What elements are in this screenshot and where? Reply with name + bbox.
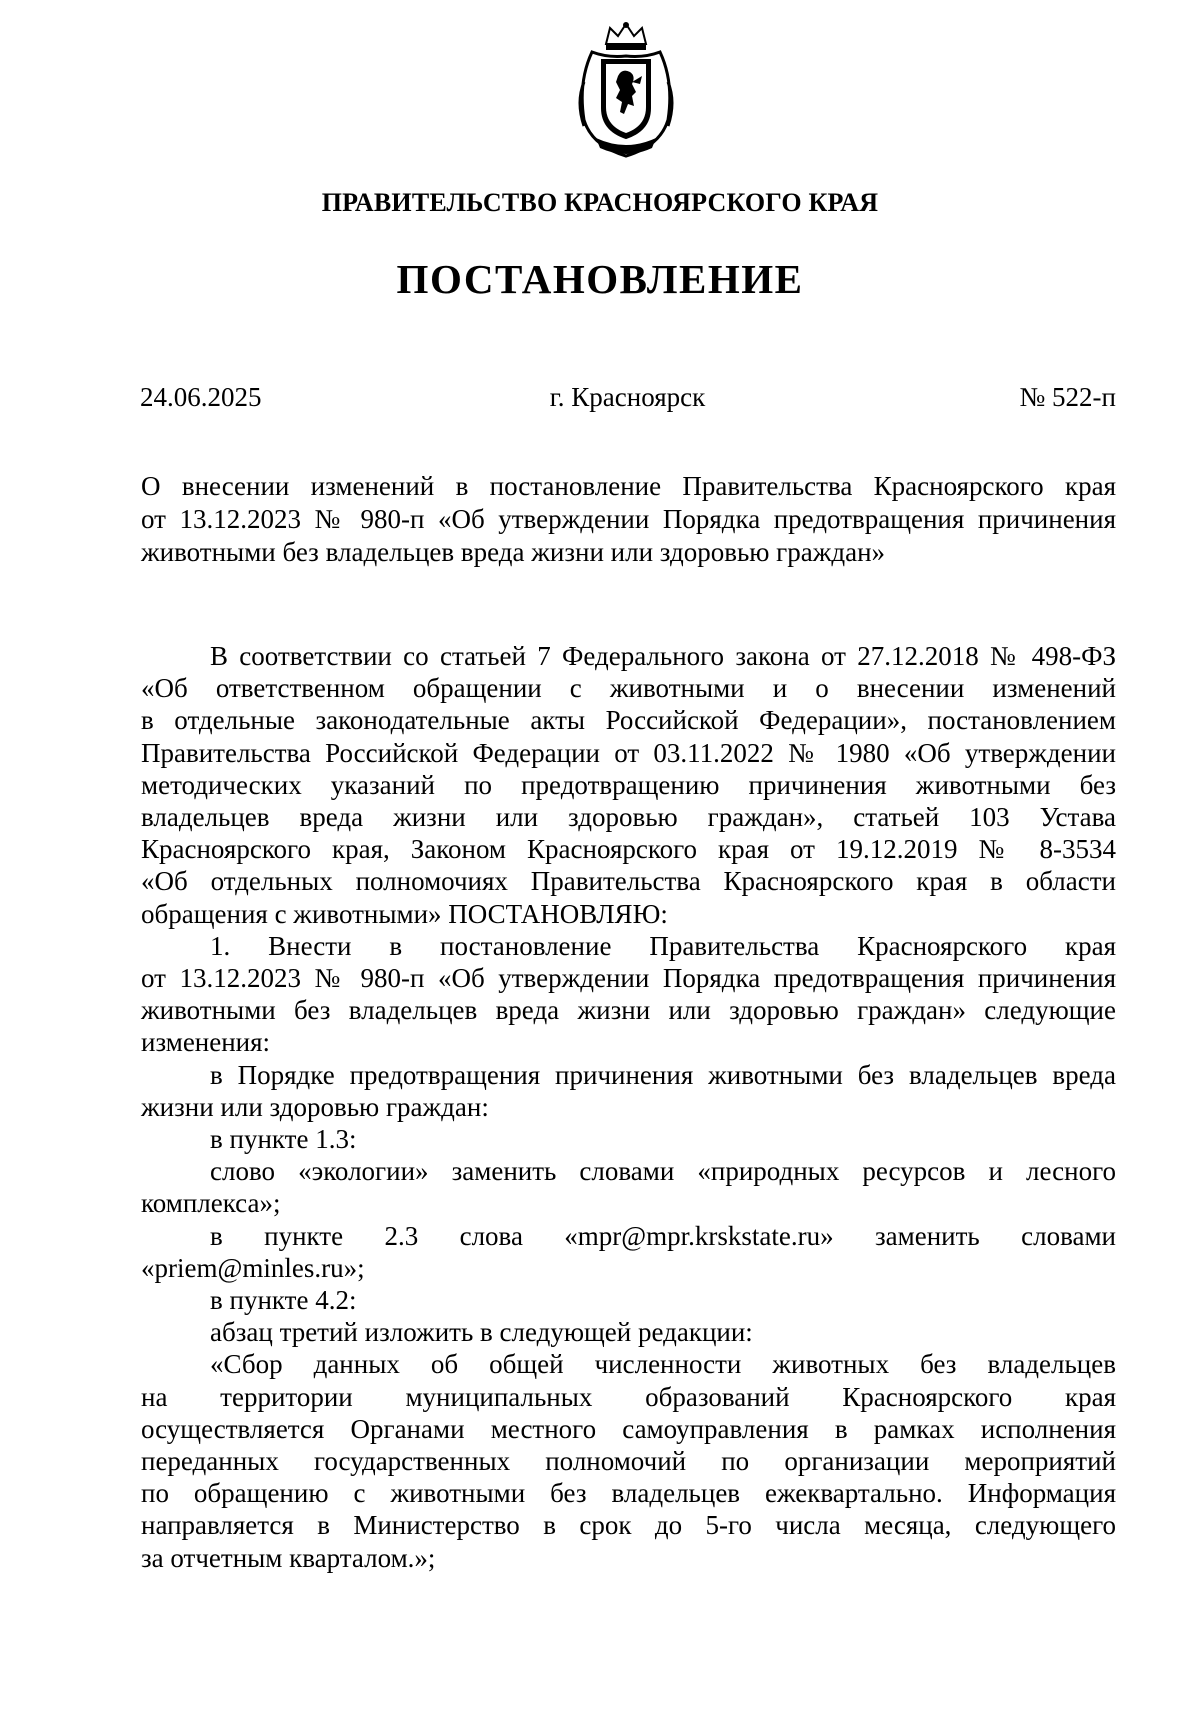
- body-line: методических указаний по предотвращению причинения животными без: [141, 769, 1116, 800]
- body-line: осуществляется Органами местного самоуправления в рамках исполнения: [141, 1413, 1116, 1444]
- document-type-title: ПОСТАНОВЛЕНИЕ: [396, 256, 804, 302]
- body-line: «Об ответственном обращении с животными и о внесении изменений: [141, 673, 1116, 704]
- body-line: в пункте 4.2:: [210, 1285, 357, 1316]
- body-line: переданных государственных полномочий по организации мероприятий: [141, 1446, 1116, 1477]
- body-line: в пункте 1.3:: [210, 1124, 357, 1155]
- body-line: изменения:: [141, 1027, 271, 1058]
- body-line: В соответствии со статьей 7 Федерального закона от 27.12.2018 № 498-ФЗ: [210, 641, 1116, 671]
- body-line: абзац третий изложить в следующей редакции:: [210, 1317, 753, 1348]
- body-line: в пункте 2.3 слова «mpr@mpr.krskstate.ru» заменить словами: [210, 1220, 1116, 1251]
- body-line: 1. Внести в постановление Правительства Красноярского края: [210, 930, 1116, 961]
- body-line: комплекса»;: [141, 1188, 281, 1219]
- body-line: на территории муниципальных образований Красноярского края: [141, 1381, 1116, 1412]
- body-line: по обращению с животными без владельцев ежеквартально. Информация: [141, 1478, 1116, 1509]
- subject-line: О внесении изменений в постановление Правительства Красноярского края: [141, 471, 1116, 501]
- subject-line: животными без владельцев вреда жизни или здоровью граждан»: [141, 537, 886, 567]
- body-line: в Порядке предотвращения причинения животными без владельцев вреда: [210, 1059, 1116, 1090]
- document-subject: [141, 470, 1116, 569]
- body-line: слово «экологии» заменить словами «природных ресурсов и лесного: [210, 1156, 1116, 1187]
- body-line: от 13.12.2023 № 980-п «Об утверждении Порядка предотвращения причинения: [141, 963, 1116, 994]
- coat-of-arms-icon: [570, 22, 682, 160]
- body-line: Красноярского края, Законом Красноярского края от 19.12.2019 № 8-3534: [141, 834, 1116, 865]
- body-line: «Сбор данных об общей численности животных без владельцев: [210, 1349, 1116, 1380]
- subject-line: от 13.12.2023 № 980-п «Об утверждении Порядка предотвращения причинения: [141, 504, 1116, 534]
- body-line: Правительства Российской Федерации от 03.11.2022 № 1980 «Об утверждении: [141, 737, 1116, 768]
- body-line: «Об отдельных полномочиях Правительства Красноярского края в области: [141, 866, 1116, 897]
- document-number: № 522-п: [1019, 382, 1116, 412]
- document-city: г. Красноярск: [549, 382, 706, 412]
- body-line: обращения с животными» ПОСТАНОВЛЯЮ:: [141, 898, 668, 929]
- body-line: за отчетным кварталом.»;: [141, 1542, 436, 1573]
- body-line: владельцев вреда жизни или здоровью граждан», статьей 103 Устава: [141, 802, 1116, 833]
- document-body: [141, 640, 1116, 1574]
- document-date: 24.06.2025: [140, 382, 262, 412]
- body-line: животными без владельцев вреда жизни или здоровью граждан» следующие: [141, 995, 1116, 1026]
- organization-name: ПРАВИТЕЛЬСТВО КРАСНОЯРСКОГО КРАЯ: [321, 188, 879, 217]
- body-line: «priem@minles.ru»;: [141, 1252, 365, 1283]
- body-line: направляется в Министерство в срок до 5-го числа месяца, следующего: [141, 1510, 1116, 1541]
- body-line: жизни или здоровью граждан:: [141, 1091, 489, 1122]
- body-line: в отдельные законодательные акты Российской Федерации», постановлением: [141, 705, 1116, 736]
